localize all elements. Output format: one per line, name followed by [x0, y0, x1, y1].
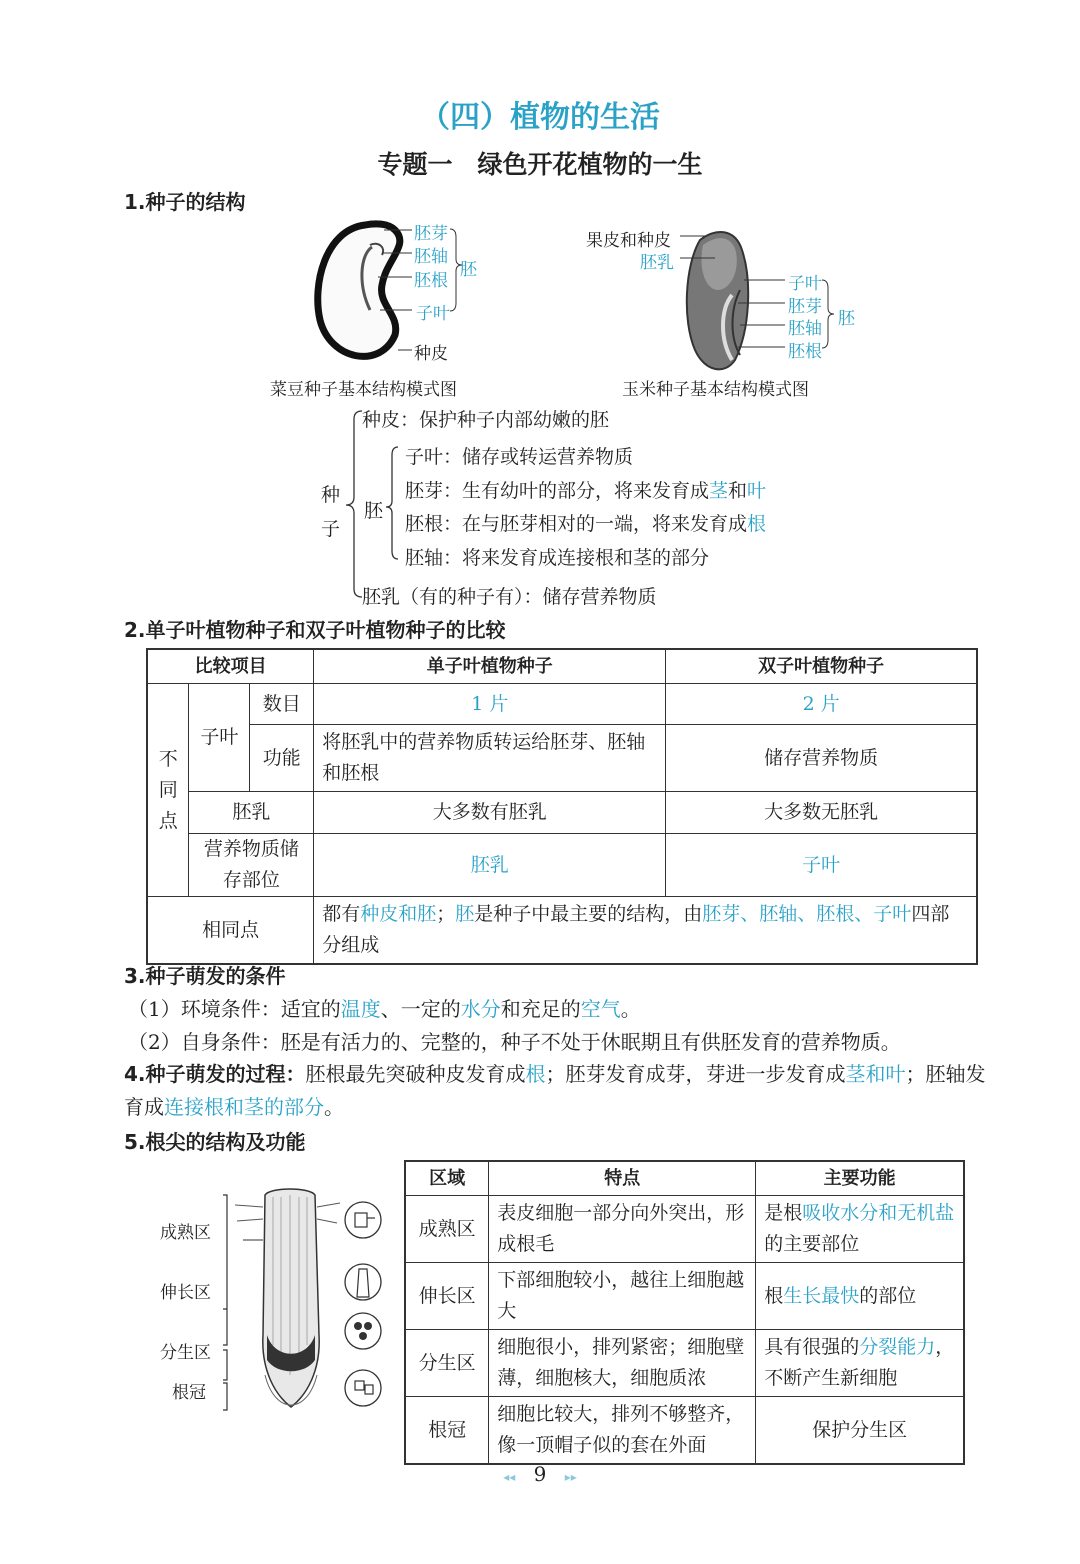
next-arrow-icon: ▸▸ [564, 1470, 577, 1484]
germination-process: 4.种子萌发的过程：胚根最先突破种皮发育成根；胚芽发育成芽，芽进一步发育成茎和叶；胚轴发育成连接根和茎的部分。 [124, 1062, 986, 1119]
bean-seed-diagram [300, 215, 500, 375]
root-zone-label-root-cap: 根冠 [172, 1383, 206, 1403]
function-meristem: 具有很强的分裂能力，不断产生新细胞 [756, 1330, 964, 1397]
row-differences: 不同点 [147, 684, 189, 897]
section-1-heading: 1.种子的结构 [124, 190, 246, 214]
function-elongation: 根生长最快的部位 [756, 1263, 964, 1330]
condition-self: （2）自身条件：胚是有活力的、完整的，种子不处于休眠期且有供胚发育的营养物质。 [128, 1030, 901, 1054]
corn-label-plumule: 胚芽 [788, 297, 822, 317]
cell-number-label: 数目 [250, 684, 314, 725]
feature-meristem: 细胞很小，排列紧密；细胞壁薄，细胞核大，细胞质浓 [489, 1330, 756, 1397]
tree-embryo: 胚 [364, 500, 384, 522]
cell-mono-storage: 胚乳 [314, 834, 666, 897]
zone-meristem: 分生区 [405, 1330, 489, 1397]
topic-title: 专题一 绿色开花植物的一生 [377, 150, 703, 179]
cell-di-endosperm: 大多数无胚乳 [666, 792, 977, 834]
corn-label-cotyledon: 子叶 [788, 274, 822, 294]
prev-arrow-icon: ◂◂ [503, 1470, 516, 1484]
row-similarities: 相同点 [147, 897, 314, 965]
tree-endosperm: 胚乳（有的种子有）：储存营养物质 [362, 586, 657, 608]
cell-mono-function: 将胚乳中的营养物质转运给胚芽、胚轴和胚根 [314, 725, 666, 792]
root-zone-label-meristem: 分生区 [160, 1343, 211, 1363]
bean-caption: 菜豆种子基本结构模式图 [270, 380, 457, 400]
root-zone-label-maturation: 成熟区 [160, 1223, 211, 1243]
feature-elongation: 下部细胞较小，越往上细胞越大 [489, 1263, 756, 1330]
tree-cotyledon: 子叶：储存或转运营养物质 [405, 446, 634, 468]
condition-environment: （1）环境条件：适宜的温度、一定的水分和充足的空气。 [128, 997, 641, 1021]
function-root-cap: 保护分生区 [756, 1397, 964, 1465]
corn-seed-diagram [670, 220, 870, 380]
col-zone: 区域 [405, 1161, 489, 1196]
tree-hypocotyl: 胚轴：将来发育成连接根和茎的部分 [405, 547, 710, 569]
col-feature: 特点 [489, 1161, 756, 1196]
cell-di-function: 储存营养物质 [666, 725, 977, 792]
function-maturation: 是根吸收水分和无机盐的主要部位 [756, 1196, 964, 1263]
corn-caption: 玉米种子基本结构模式图 [622, 380, 809, 400]
tree-plumule: 胚芽：生有幼叶的部分，将来发育成茎和叶 [405, 480, 767, 502]
bean-label-cotyledon: 子叶 [416, 304, 450, 324]
cell-di-number: 2 片 [666, 684, 977, 725]
tree-root-char-2: 子 [321, 518, 341, 540]
feature-root-cap: 细胞比较大，排列不够整齐，像一顶帽子似的套在外面 [489, 1397, 756, 1465]
cell-similarities: 都有种皮和胚；胚是种子中最主要的结构，由胚芽、胚轴、胚根、子叶四部分组成 [314, 897, 977, 965]
bean-label-seed-coat: 种皮 [414, 344, 448, 364]
col-monocot: 单子叶植物种子 [314, 649, 666, 684]
chapter-title: （四）植物的生活 [420, 100, 660, 135]
bean-label-embryo: 胚 [460, 260, 477, 280]
bean-label-hypocotyl: 胚轴 [414, 247, 448, 267]
col-dicot: 双子叶植物种子 [666, 649, 977, 684]
tree-radicle: 胚根：在与胚芽相对的一端，将来发育成根 [405, 513, 767, 535]
cell-di-storage: 子叶 [666, 834, 977, 897]
cell-function-label: 功能 [250, 725, 314, 792]
corn-label-embryo: 胚 [838, 309, 855, 329]
root-zone-label-elongation: 伸长区 [160, 1283, 211, 1303]
corn-label-hypocotyl: 胚轴 [788, 319, 822, 339]
page-footer [0, 1462, 1080, 1486]
col-compare-item: 比较项目 [147, 649, 314, 684]
tree-root-char-1: 种 [321, 484, 341, 506]
root-tip-table [404, 1160, 965, 1465]
corn-label-endosperm: 胚乳 [640, 253, 674, 273]
cotyledon-group: 子叶 [189, 684, 250, 792]
col-function: 主要功能 [756, 1161, 964, 1196]
cell-mono-endosperm: 大多数有胚乳 [314, 792, 666, 834]
cell-mono-number: 1 片 [314, 684, 666, 725]
zone-elongation: 伸长区 [405, 1263, 489, 1330]
section-2-heading: 2.单子叶植物种子和双子叶植物种子的比较 [124, 618, 506, 642]
page-number: 9 [533, 1462, 547, 1486]
feature-maturation: 表皮细胞一部分向外突出，形成根毛 [489, 1196, 756, 1263]
section-5-heading: 5.根尖的结构及功能 [124, 1130, 306, 1154]
corn-label-pericarp: 果皮和种皮 [586, 231, 671, 251]
comparison-table [146, 648, 978, 965]
zone-root-cap: 根冠 [405, 1397, 489, 1465]
bean-label-plumule: 胚芽 [414, 224, 448, 244]
corn-label-radicle: 胚根 [788, 342, 822, 362]
cell-endosperm-label: 胚乳 [189, 792, 314, 834]
zone-maturation: 成熟区 [405, 1196, 489, 1263]
root-tip-diagram [215, 1185, 390, 1445]
section-3-heading: 3.种子萌发的条件 [124, 964, 286, 988]
tree-seed-coat: 种皮：保护种子内部幼嫩的胚 [362, 409, 610, 431]
cell-storage-label: 营养物质储存部位 [189, 834, 314, 897]
bean-label-radicle: 胚根 [414, 271, 448, 291]
